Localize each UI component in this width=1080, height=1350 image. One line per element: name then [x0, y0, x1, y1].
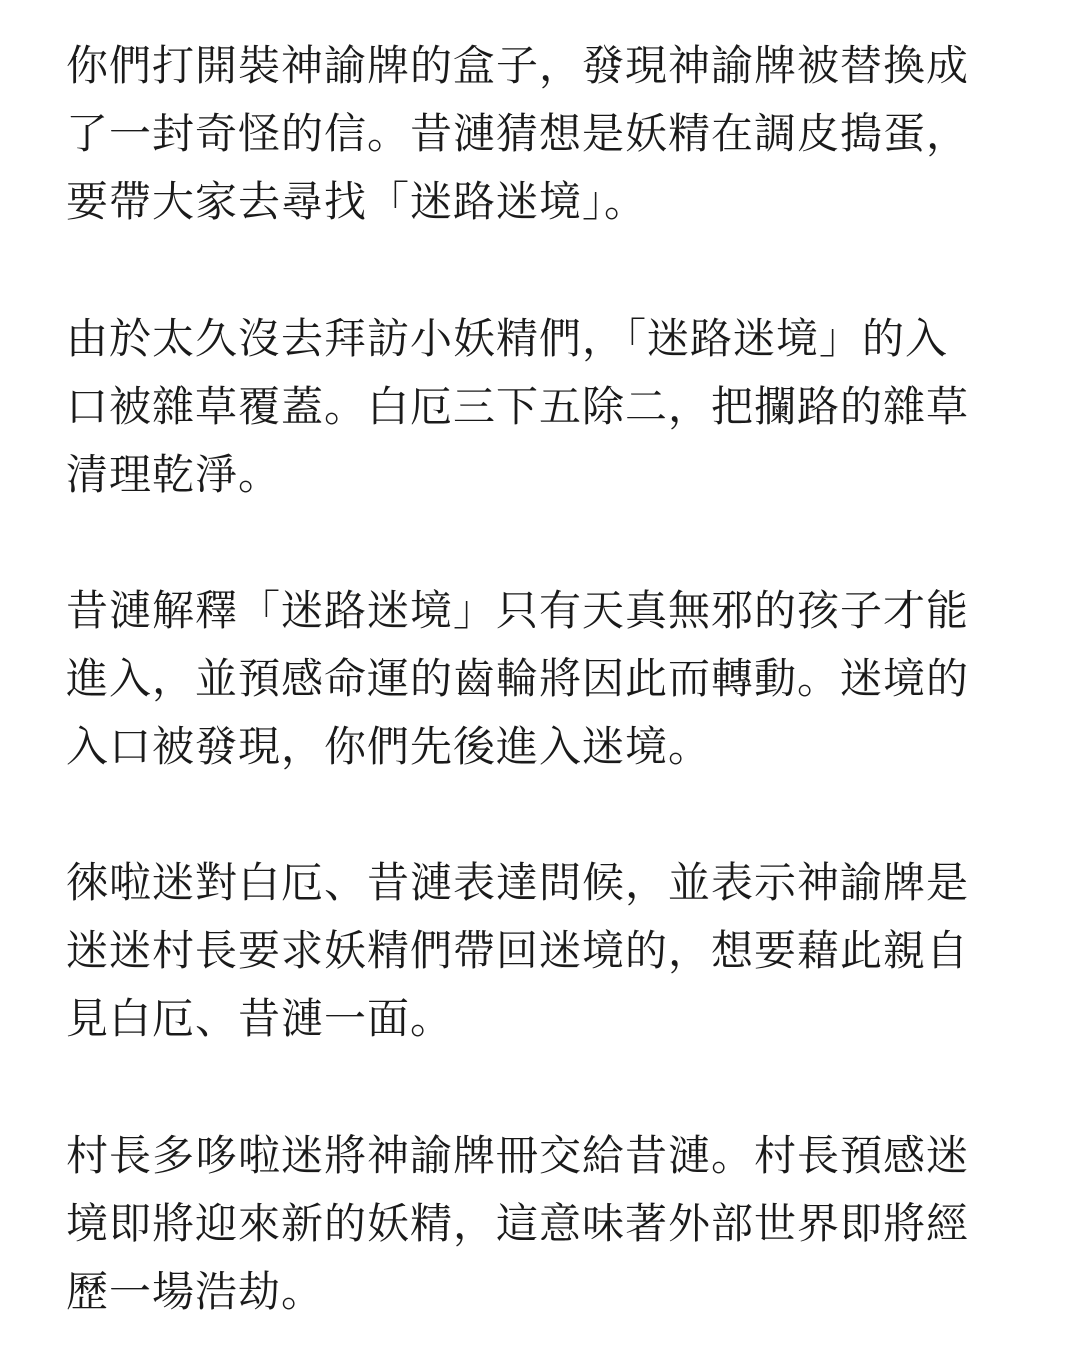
paragraph-line: 你們打開裝神諭牌的盒子，發現神諭牌被替換成	[66, 41, 970, 90]
paragraph-4	[66, 849, 1006, 1053]
paragraph-line: 清理乾淨。	[66, 450, 282, 499]
paragraph-line: 口被雜草覆蓋。白厄三下五除二，把攔路的雜草	[66, 382, 970, 431]
paragraph-2	[66, 305, 1006, 509]
paragraph-5	[66, 1122, 1006, 1326]
paragraph-3	[66, 577, 1006, 781]
paragraph-line: 村長多哆啦迷將神諭牌冊交給昔漣。村長預感迷	[66, 1131, 970, 1180]
paragraph-line: 迷迷村長要求妖精們帶回迷境的，想要藉此親自	[66, 926, 970, 975]
paragraph-line: 了一封奇怪的信。昔漣猜想是妖精在調皮搗蛋，	[66, 109, 970, 158]
paragraph-line: 歷一場浩劫。	[66, 1267, 325, 1316]
paragraph-line: 見白厄、昔漣一面。	[66, 994, 454, 1043]
paragraph-line: 要帶大家去尋找「迷路迷境」。	[66, 177, 648, 226]
paragraph-line: 由於太久沒去拜訪小妖精們，「迷路迷境」的入	[66, 314, 949, 363]
paragraph-line: 境即將迎來新的妖精，這意味著外部世界即將經	[66, 1199, 970, 1248]
paragraph-line: 進入，並預感命運的齒輪將因此而轉動。迷境的	[66, 654, 970, 703]
paragraph-line: 昔漣解釋「迷路迷境」只有天真無邪的孩子才能	[66, 586, 970, 635]
paragraph-line: 入口被發現，你們先後進入迷境。	[66, 722, 712, 771]
paragraph-line: 徠啦迷對白厄、昔漣表達問候，並表示神諭牌是	[66, 858, 970, 907]
paragraph-1	[66, 32, 1006, 236]
